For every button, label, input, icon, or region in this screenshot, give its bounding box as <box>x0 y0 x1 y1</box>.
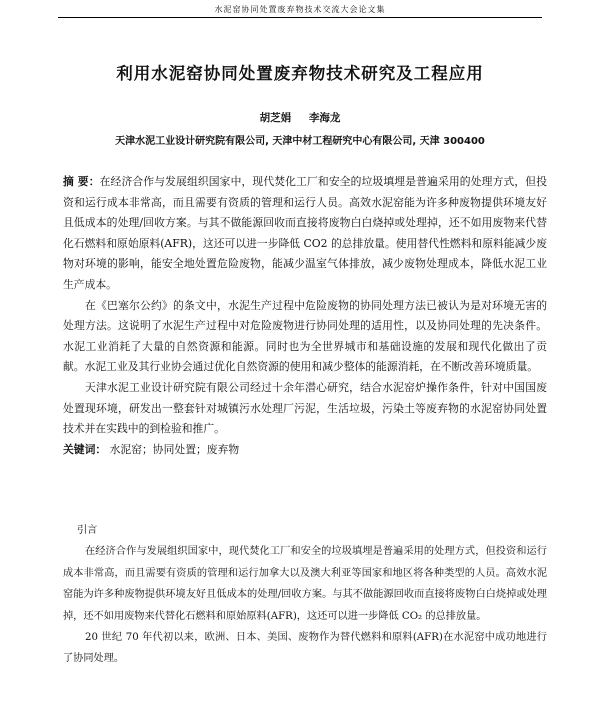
author-list: 胡芝娟 李海龙 <box>259 112 341 124</box>
introduction-paragraph-2: 20 世纪 70 年代初以来，欧洲、日本、美国、废物作为替代燃料和原料(AFR)在水泥窑中成功地进行了协同处理。 <box>63 632 547 665</box>
introduction-heading: 引言 <box>77 525 98 536</box>
author-affiliation: 天津水泥工业设计研究院有限公司, 天津中材工程研究中心有限公司, 天津 300400 <box>115 136 485 147</box>
abstract-paragraph-2: 在《巴塞尔公约》的条文中，水泥生产过程中危险废物的协同处理方法已被认为是对环境无害的处理方法。这说明了水泥生产过程中对危险废物进行协同处理的适用性，以及协同处理的先决条件。水泥工业消耗了大量的自然资源和能源。同时也为全世界城市和基础设施的发展和现代化做出了贡献。水泥工业及其行业协会通过优化自然资源的使用和减少整体的能源消耗，在不断改善环境质量。 <box>63 298 547 374</box>
abstract-section <box>63 172 547 460</box>
introduction-paragraph-1: 在经济合作与发展组织国家中，现代焚化工厂和安全的垃圾填埋是普遍采用的处理方式，但投资和运行成本非常高，而且需要有资质的管理和运行加拿大以及澳大利亚等国家和地区将各种类型的人员。高效水泥窑能为许多种废物提供环境友好且低成本的处理/回收方案。与其不做能源回收而直接将废物白白烧掉或处理掉，还不如用废物来代替化石燃料和原始原料(AFR)，这还可以进一步降低 CO₂ 的总排放量。 <box>63 546 547 622</box>
abstract-text: 在经济合作与发展组织国家中，现代焚化工厂和安全的垃圾填埋是普遍采用的处理方式，但投资和运行成本非常高，而且需要有资质的管理和运行人员。高效水泥窑能为许多种废物提供环境友好且低成本的处理/回收方案。与其不做能源回收而直接将废物白白烧掉或处理掉，还不如用废物来代替化石燃料和原始原料(AFR)，这还可以进一步降低 CO2 的总排放量。使用替代性燃料和原料能减少废物对环境的影响，能安全地处置危险废物，能减少温室气体排放，减少废物处理成本，降低水泥工业生产成本。 <box>63 175 547 291</box>
abstract-paragraph-3: 天津水泥工业设计研究院有限公司经过十余年潜心研究，结合水泥窑炉操作条件，针对中国国废处置现环境，研发出一整套针对城镇污水处理厂污泥，生活垃圾，污染土等废弃物的水泥窑协同处置技术并在实践中的到检验和推广。 <box>63 380 547 436</box>
abstract-paragraph <box>63 172 547 296</box>
introduction-section <box>63 520 547 670</box>
keywords-label: 关键词： <box>63 442 107 456</box>
paper-title: 利用水泥窑协同处置废弃物技术研究及工程应用 <box>116 64 484 83</box>
running-header: 水泥窑协同处置废弃物技术交流大会论文集 <box>58 4 542 18</box>
keywords-line <box>63 440 547 461</box>
keywords-text: 水泥窑；协同处置；废弃物 <box>109 442 240 456</box>
abstract-label: 摘 要： <box>63 175 100 188</box>
